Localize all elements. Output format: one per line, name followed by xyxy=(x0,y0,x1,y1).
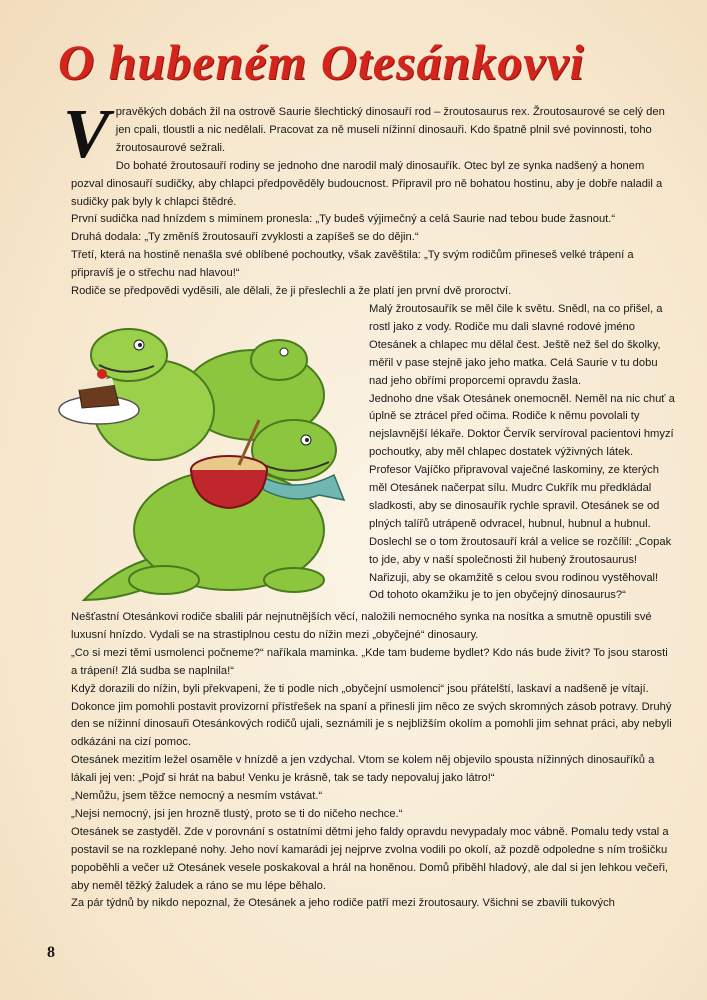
paragraph-13: Otesánek mezitím ležel osaměle v hnízdě a jen vzdychal. Vtom se kolem něj objevilo spousta nížinných dinosauříků a lákali jej ven: „Pojď si hrát na babu! Venku je krásně, tak se tady nepovaluj jako látro!“ xyxy=(71,754,655,785)
drop-cap: V xyxy=(63,96,110,173)
paragraph-9: Doslechl se o tom žroutosauří král a velice se rozčílil: „Copak to jde, aby v naší společnosti žil hubený žroutosaurus! Nařizuji, aby se okamžitě s celou svou rodinou vystěhoval! Od tohoto okamžiku je to jen obyčejný dinosaurus?“ xyxy=(369,535,672,602)
paragraph-11: „Co si mezi těmi usmolenci počneme?“ naříkala maminka. „Kde tam budeme bydlet? Kdo nás bude živit? To jsou starosti a trápení! Zlá sudba se naplnila!“ xyxy=(71,646,668,677)
paragraph-14: „Nemůžu, jsem těžce nemocný a nesmím vstávat.“ xyxy=(71,790,323,803)
story-text xyxy=(63,96,675,913)
paragraph-3: První sudička nad hnízdem s miminem pronesla: „Ty budeš výjimečný a celá Saurie nad tebou bude žasnout.“ xyxy=(71,213,616,226)
paragraph-16: Otesánek se zastyděl. Zde v porovnání s ostatními dětmi jeho faldy opravdu nevypadaly moc vábně. Pomalu tedy vstal a postavil se na rozklepané nohy. Jeho noví kamarádi jej nejprve zvolna vodili po okolí, až pozdě odpoledne s ním trošičku popoběhli a večer už Otesánek vesele poskakoval a hrál na honěnou. Domů přiběhl hladový, ale dal si jen lehkou večeři, aby neměl těžký žaludek a ráno se mu lépe běhalo. xyxy=(71,825,669,892)
illustration-spacer xyxy=(71,301,363,609)
paragraph-10: Nešťastní Otesánkovi rodiče sbalili pár nejnutnějších věcí, naložili nemocného synka na nosítka a smutně opustili své luxusní hnízdo. Vydali se na strastiplnou cestu do nížin mezi „obyčejné“ dinosaury. xyxy=(71,610,652,641)
paragraph-1: pravěkých dobách žil na ostrově Saurie šlechtický dinosauří rod – žroutosaurus rex. Žroutosaurové se celý den jen cpali, tloustli a nic nedělali. Pracovat za ně museli nížinní dinosauři. Kdo špatně plnil své povinnosti, toho žroutosaurové sežrali. xyxy=(115,106,665,154)
story-title: O hubeném Otesánkovvi xyxy=(58,34,585,90)
paragraph-15: „Nejsi nemocný, jsi jen hrozně tlustý, proto se ti do ničeho nechce.“ xyxy=(71,807,403,820)
paragraph-6: Rodiče se předpovědi vyděsili, ale dělali, že ji přeslechli a že platí jen první dvě proroctví. xyxy=(71,285,512,298)
paragraph-7: Malý žroutosauřík se měl čile k světu. Snědl, na co přišel, a rostl jako z vody. Rodiče mu dali slavné rodové jméno Otesánek a chlapec mu dělal čest. Ještě než šel do školky, měřil v pase stejně jako jeho matka. Celá Saurie v tu dobu nad jeho obřími proporcemi opravdu žasla. xyxy=(369,302,663,387)
paragraph-17: Za pár týdnů by nikdo nepoznal, že Otesánek a jeho rodiče patří mezi žroutosaury. Všichni se zbavili tukových xyxy=(71,897,615,910)
paragraph-5: Třetí, která na hostině nenašla své oblíbené pochoutky, však zavěštila: „Ty svým rodičům přineseš velké trápení a připravíš je o střechu nad hlavou!“ xyxy=(71,249,634,280)
paragraph-4: Druhá dodala: „Ty změníš žroutosauří zvyklosti a zapíšeš se do dějin.“ xyxy=(71,231,419,244)
paragraph-12: Když dorazili do nížin, byli překvapeni, že ti podle nich „obyčejní usmolenci“ jsou přátelští, laskaví a nadšeně je vítají. Dokonce jim pomohli postavit provizorní přístřešek na spaní a přinesli jim něco ze svých skromných zásob potravy. Druhý den se nížinní dinosauři Otesánkových rodičů ujali, seznámili je s nejbližším okolím a pomohli jim sehnat práci, aby nebyli odkázáni na cizí pomoc. xyxy=(71,682,672,749)
paragraph-2: Do bohaté žroutosauří rodiny se jednoho dne narodil malý dinosauřík. Otec byl ze synka nadšený a honem pozval dinosauří sudičky, aby chlapci předpověděly budoucnost. Připravil pro ně bohatou hostinu, aby je dobře naladil a sudičky pak byly k chlapci štědré. xyxy=(71,159,663,208)
paragraph-8: Jednoho dne však Otesánek onemocněl. Neměl na nic chuť a úplně se ztrácel před očima. Rodiče k němu povolali ty nejslavnější lékaře. Doktor Červík servíroval pacientovi hmyzí pochoutky, aby měl chlapec dostatek výživných látek. Profesor Vajíčko připravoval vaječné laskominy, ze kterých měl Otesánek načerpat sílu. Mudrc Cukřík mu předkládal sladkosti, aby se dinosauřík rychle spravil. Otesánek se od plných talířů utrápeně odvracel, hubnul, hubnul a hubnul. xyxy=(369,392,675,530)
page-number: 8 xyxy=(47,944,55,961)
